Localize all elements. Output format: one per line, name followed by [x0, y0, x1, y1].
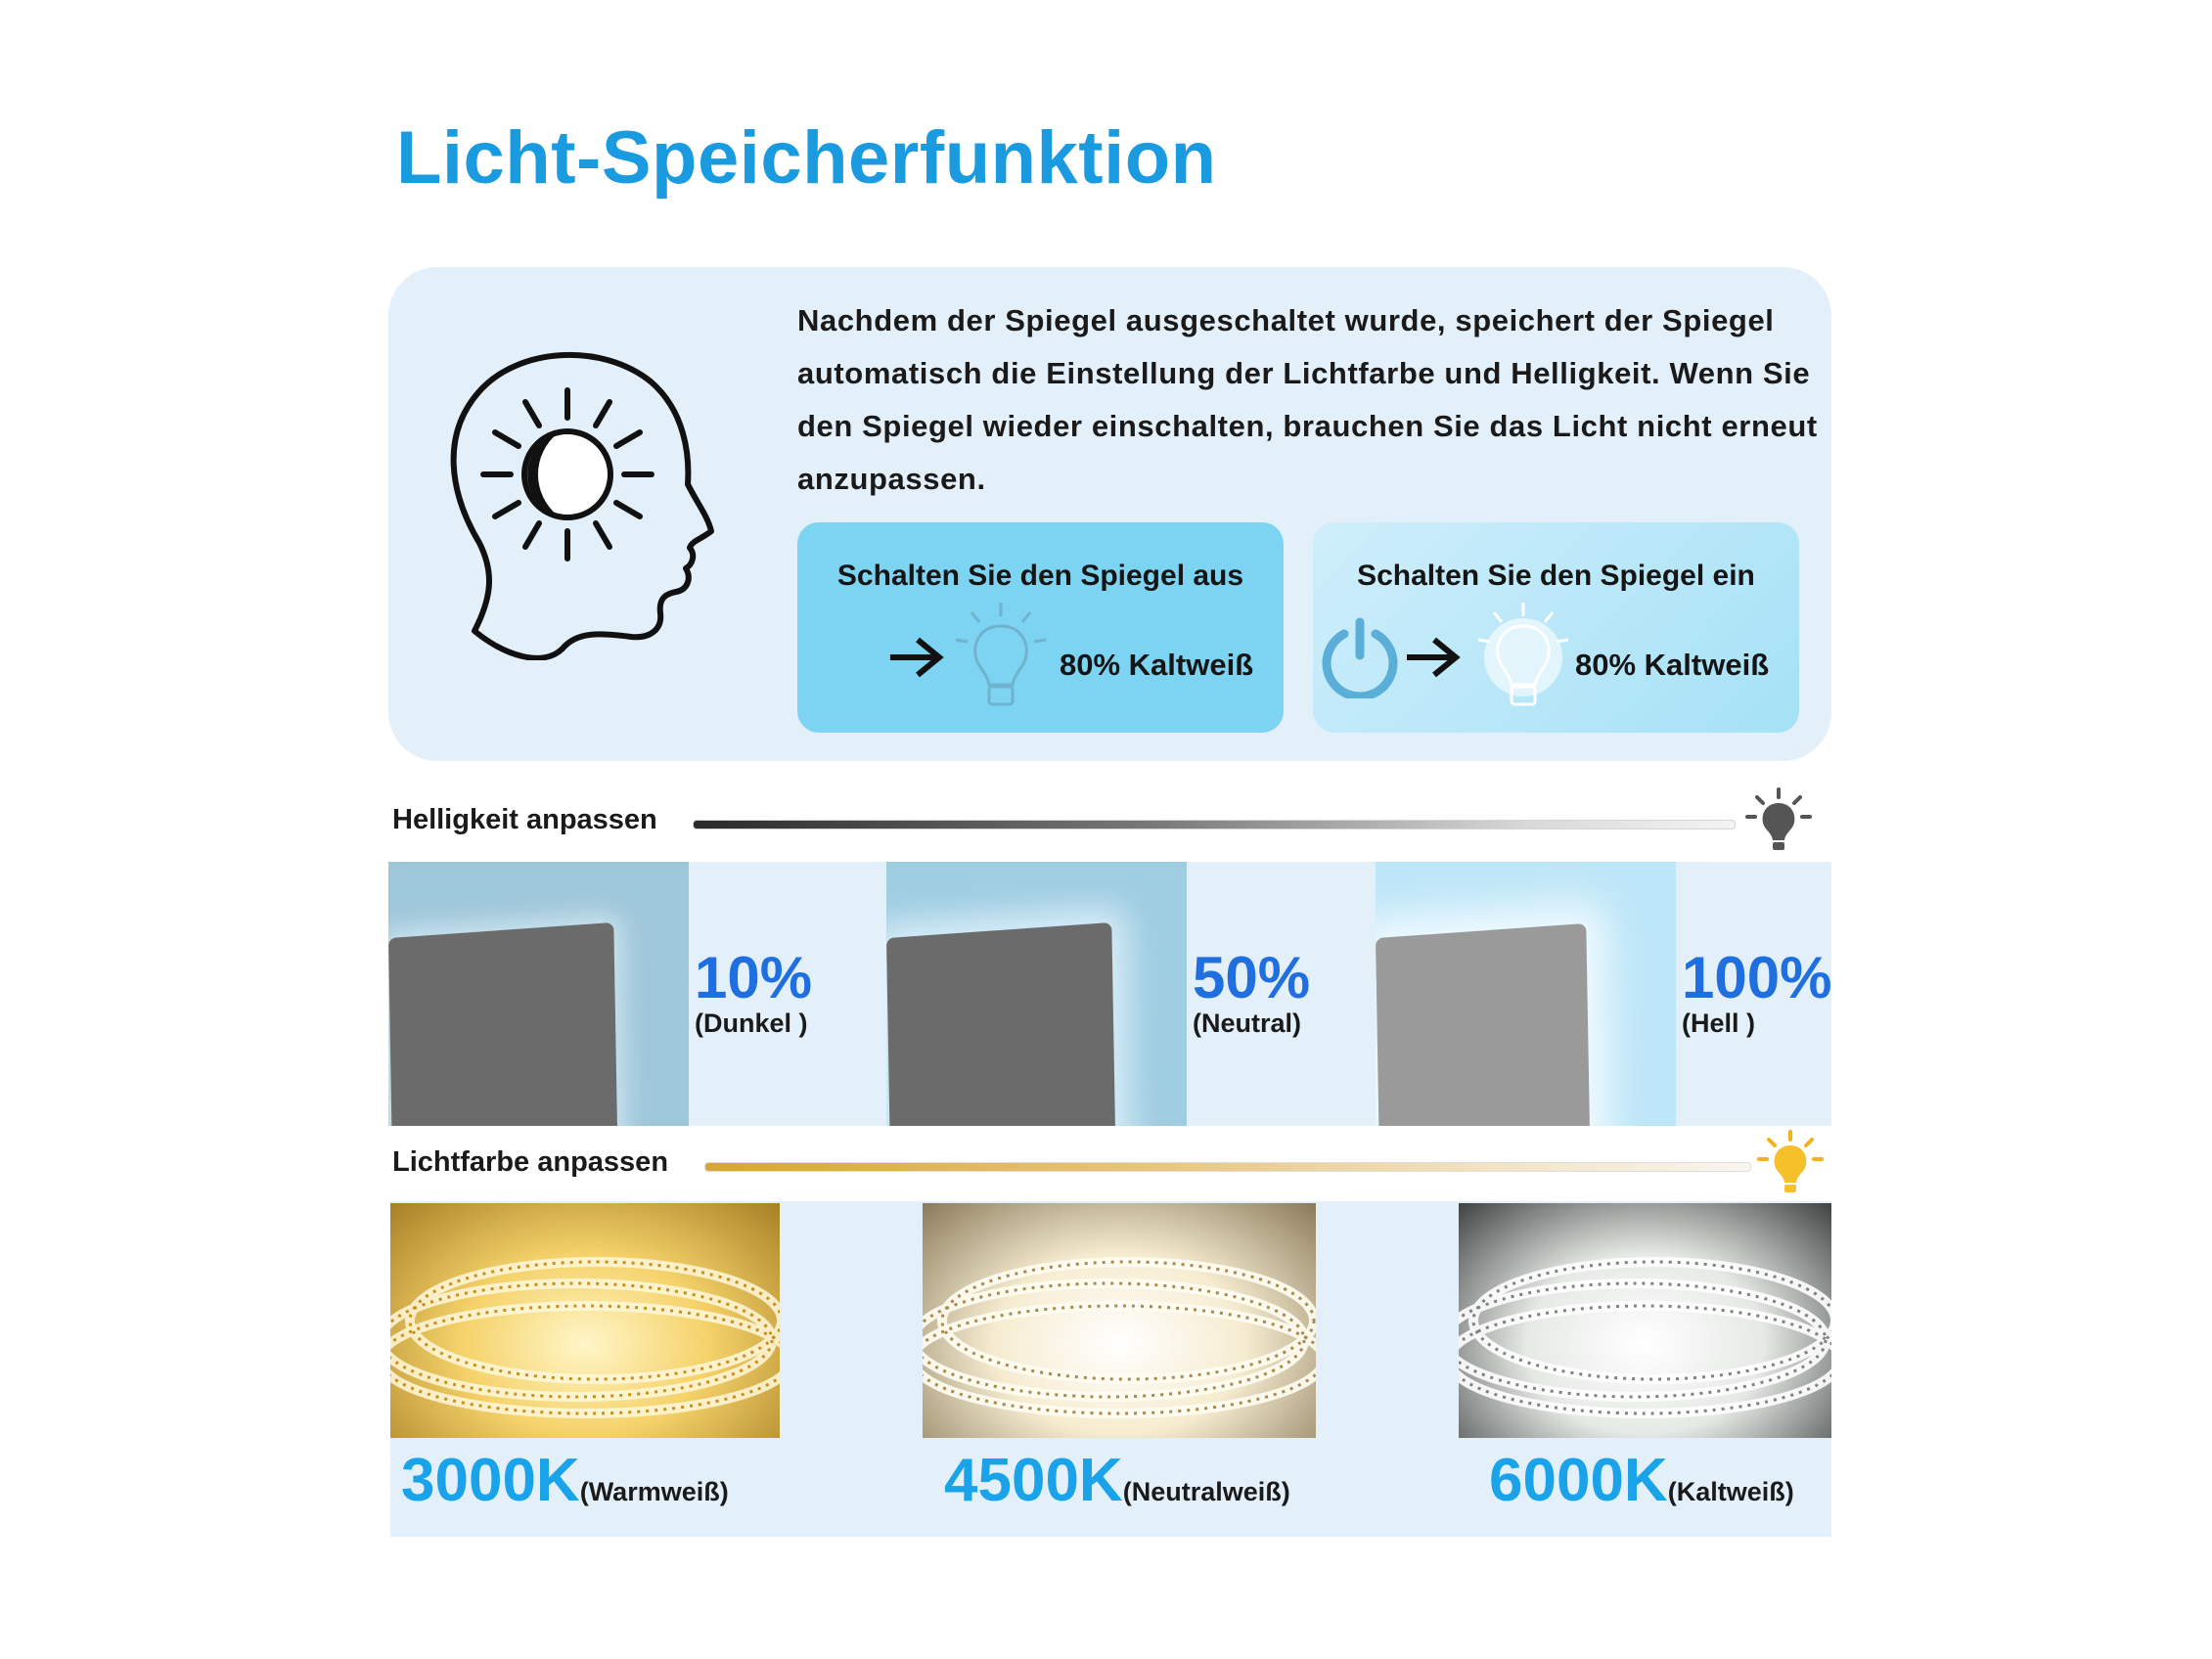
- brightness-percent: 100%: [1682, 945, 1832, 1010]
- brightness-name: (Dunkel ): [695, 1009, 808, 1038]
- brightness-label: Helligkeit anpassen: [392, 804, 657, 835]
- brightness-bulb-icon: [1745, 787, 1812, 854]
- brightness-level-50: [886, 862, 1376, 1126]
- arrow-right-icon: [888, 636, 945, 679]
- kelvin-name: (Warmweiß): [579, 1477, 729, 1506]
- led-strip-cool: [1459, 1203, 1831, 1438]
- mirror-off-card: [797, 522, 1284, 733]
- temp-6000: [1489, 1446, 1794, 1515]
- temp-4500: [944, 1446, 1290, 1515]
- brightness-name: (Neutral): [1193, 1009, 1302, 1038]
- led-strip-warm: [390, 1203, 780, 1438]
- kelvin-value: 3000K: [401, 1447, 580, 1514]
- page-title: Licht-Speicherfunktion: [396, 116, 1217, 200]
- brightness-percent: 50%: [1193, 945, 1311, 1010]
- color-label: Lichtfarbe anpassen: [392, 1146, 669, 1178]
- head-sun-moon-icon: [445, 347, 714, 660]
- mirror-off-value: 80% Kaltweiß: [1060, 648, 1254, 682]
- temp-3000: [401, 1446, 729, 1515]
- mirror-off-title: Schalten Sie den Spiegel aus: [836, 560, 1244, 592]
- led-strip-neutral: [923, 1203, 1316, 1438]
- brightness-level-100: [1376, 862, 1831, 1126]
- brightness-gradient-bar: [693, 820, 1736, 830]
- kelvin-name: (Kaltweiß): [1667, 1477, 1794, 1506]
- mirror-preview-neutral: [886, 862, 1187, 1126]
- description-text: Nachdem der Spiegel ausgeschaltet wurde, speichert der Spiegel automatisch die Einstellung der Lichtfarbe und Helligkeit. Wenn Sie den Spiegel wieder einschalten, brauchen Sie das Licht nicht erneut anzupassen.: [797, 303, 1818, 496]
- kelvin-value: 4500K: [944, 1447, 1123, 1514]
- mirror-preview-bright: [1376, 862, 1676, 1126]
- mirror-preview-dark: [388, 862, 689, 1126]
- arrow-right-icon: [1405, 636, 1462, 679]
- light-bulb-icon: [1474, 601, 1572, 718]
- power-icon[interactable]: [1319, 616, 1401, 698]
- mirror-on-value: 80% Kaltweiß: [1575, 648, 1770, 682]
- brightness-percent: 10%: [695, 945, 813, 1010]
- mirror-on-card: [1313, 522, 1799, 733]
- brightness-level-10: [388, 862, 885, 1126]
- color-bulb-icon: [1757, 1130, 1824, 1196]
- light-bulb-icon: [952, 601, 1050, 718]
- kelvin-value: 6000K: [1489, 1447, 1668, 1514]
- mirror-on-title: Schalten Sie den Spiegel ein: [1357, 560, 1755, 592]
- color-gradient-bar: [704, 1162, 1751, 1172]
- brightness-name: (Hell ): [1682, 1009, 1756, 1038]
- kelvin-name: (Neutralweiß): [1122, 1477, 1290, 1506]
